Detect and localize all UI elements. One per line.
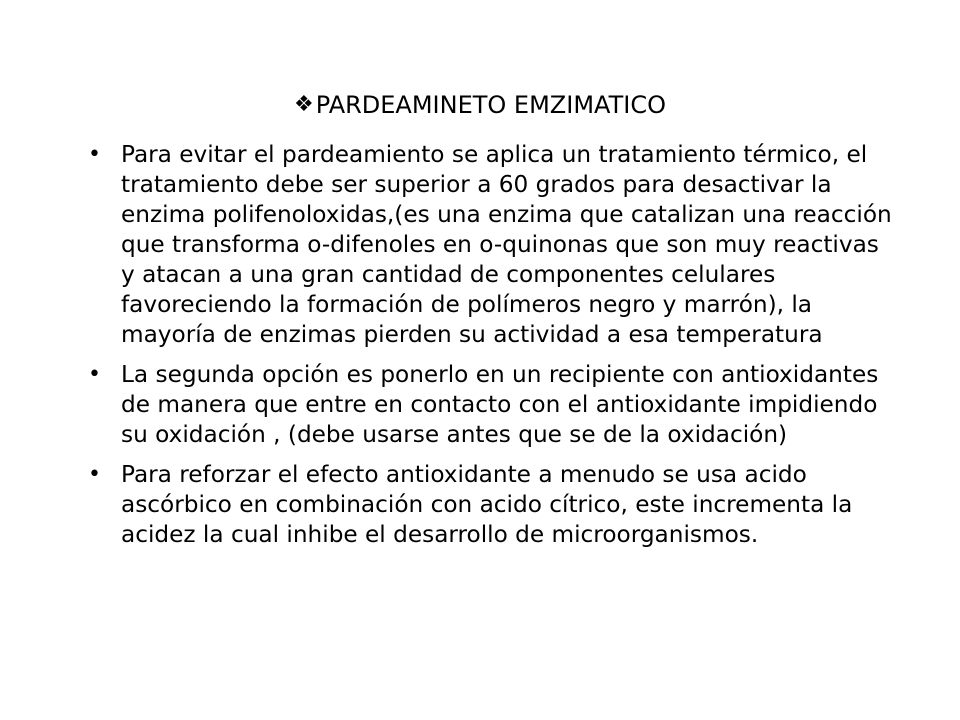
- bullet-text: Para reforzar el efecto antioxidante a menudo se usa acido ascórbico en combinación con acido cítrico, este incrementa la acidez la cual inhibe el desarrollo de microorganismos.: [121, 461, 853, 548]
- bullet-dot-icon: •: [88, 462, 101, 487]
- bullet-dot-icon: •: [88, 362, 101, 387]
- bullet-item-antioxidant-container: [88, 360, 898, 450]
- bullet-text: Para evitar el pardeamiento se aplica un tratamiento térmico, el tratamiento debe ser superior a 60 grados para desactivar la enzima polifenoloxidas,(es una enzima que catalizan una reacción que transforma o-difenoles en o-quinonas que son muy reactivas y atacan a una gran cantidad de componentes celulares favoreciendo la formación de polímeros negro y marrón), la mayoría de enzimas pierden su actividad a esa temperatura: [121, 141, 892, 348]
- slide-title-text: PARDEAMINETO EMZIMATICO: [315, 91, 666, 119]
- bullet-dot-icon: •: [88, 142, 101, 167]
- bullet-item-thermal-treatment: [88, 140, 898, 350]
- slide-title: [0, 88, 960, 122]
- bullet-list: [88, 140, 898, 560]
- bullet-text: La segunda opción es ponerlo en un recipiente con antioxidantes de manera que entre en contacto con el antioxidante impidiendo su oxidación , (debe usarse antes que se de la oxidación): [121, 361, 879, 448]
- diamond-ornament-bullet-icon: ❖: [294, 92, 314, 117]
- bullet-item-ascorbic-citric: [88, 460, 898, 550]
